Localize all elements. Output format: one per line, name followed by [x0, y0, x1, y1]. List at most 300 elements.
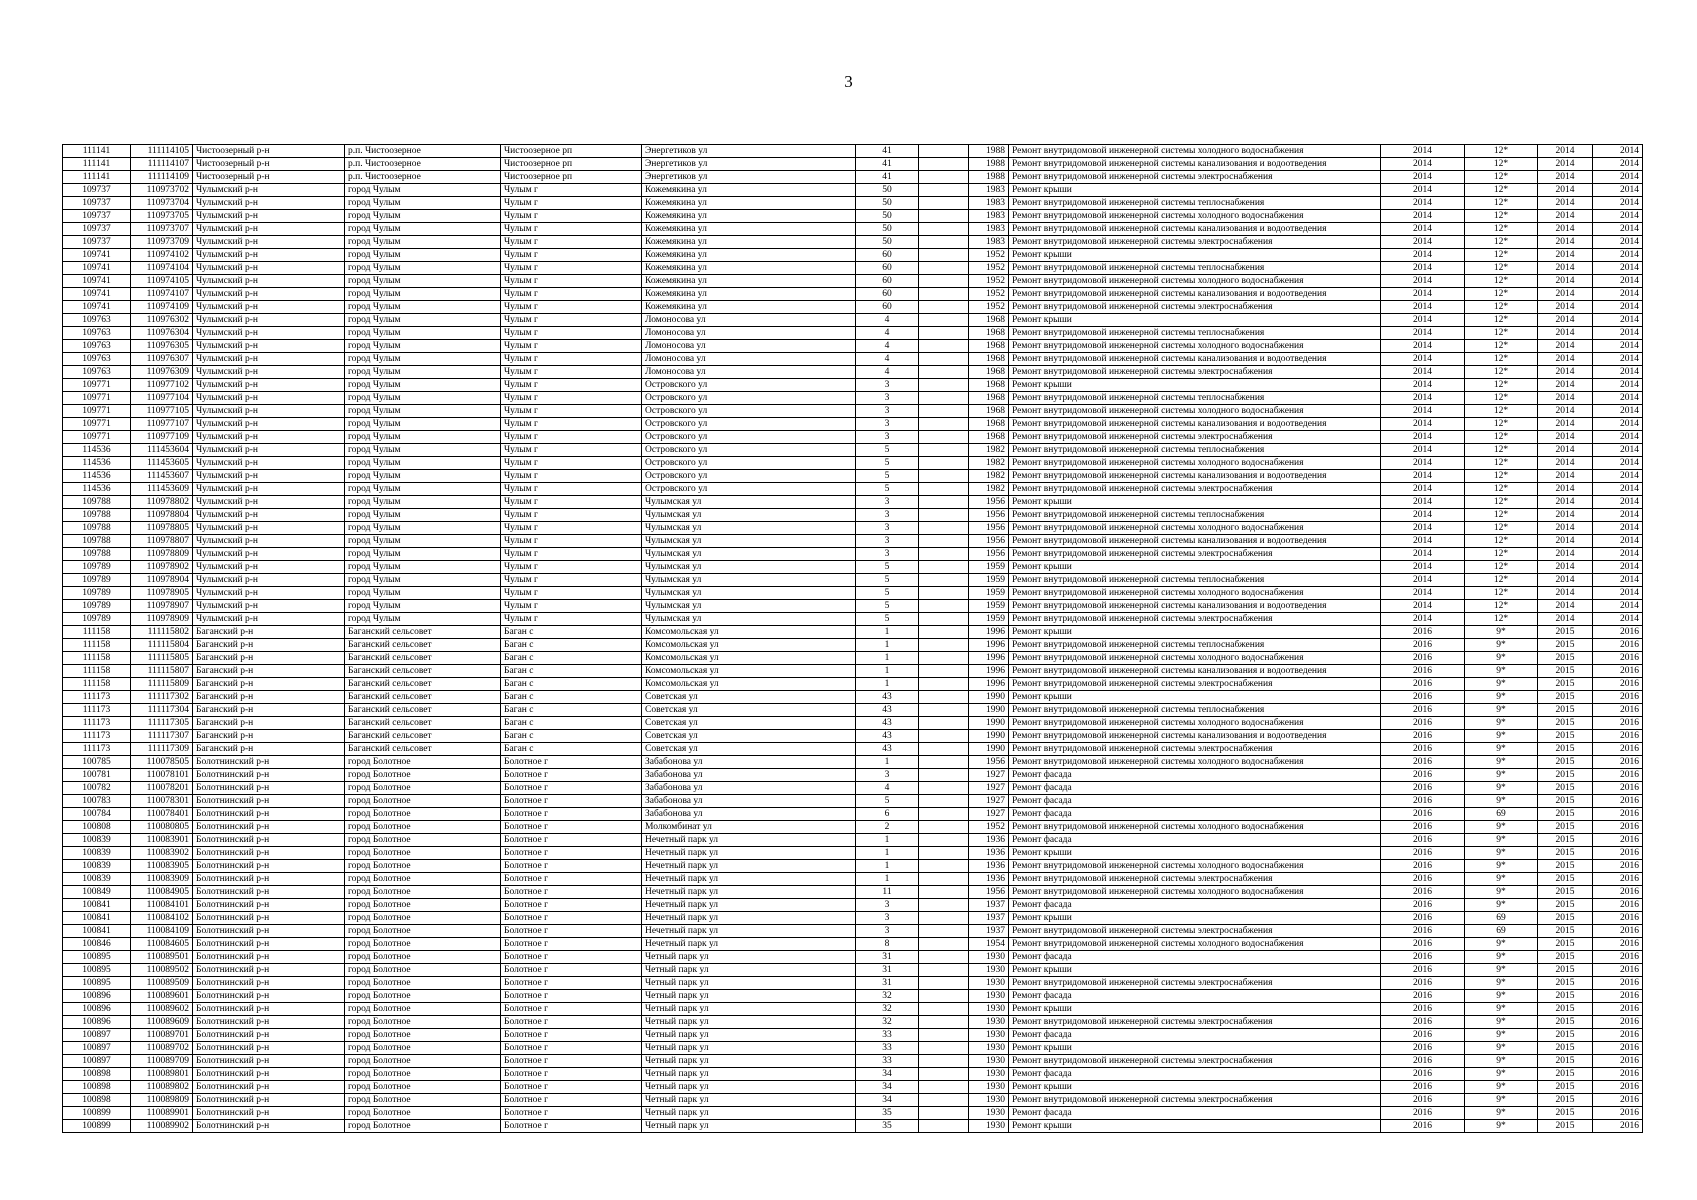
cell-item-id: 110976307 — [131, 353, 193, 366]
cell-house-id: 100895 — [63, 951, 131, 964]
cell-extra — [919, 860, 969, 873]
cell-term: 12* — [1465, 457, 1538, 470]
cell-house-id: 109763 — [63, 366, 131, 379]
cell-extra — [919, 899, 969, 912]
cell-extra — [919, 1068, 969, 1081]
cell-locality: Чулым г — [501, 184, 642, 197]
cell-house-number: 1 — [856, 626, 919, 639]
cell-house-number: 5 — [856, 795, 919, 808]
cell-house-id: 109771 — [63, 405, 131, 418]
cell-municipality: город Чулым — [345, 561, 501, 574]
cell-year-start: 2015 — [1538, 730, 1593, 743]
cell-item-id: 110978907 — [131, 600, 193, 613]
cell-house-number: 8 — [856, 938, 919, 951]
cell-district: Баганский р-н — [193, 730, 345, 743]
cell-year-end: 2014 — [1593, 262, 1643, 275]
cell-house-id: 109789 — [63, 574, 131, 587]
cell-extra — [919, 470, 969, 483]
cell-district: Чулымский р-н — [193, 197, 345, 210]
cell-locality: Болотное г — [501, 847, 642, 860]
cell-year-end: 2014 — [1593, 483, 1643, 496]
cell-item-id: 110977109 — [131, 431, 193, 444]
cell-house-number: 1 — [856, 756, 919, 769]
cell-locality: Чулым г — [501, 392, 642, 405]
cell-year-start: 2015 — [1538, 795, 1593, 808]
table-row — [63, 223, 1643, 236]
cell-street: Островского ул — [642, 431, 856, 444]
cell-year-built: 1988 — [969, 158, 1009, 171]
cell-year-planned: 2016 — [1381, 756, 1465, 769]
cell-locality: Чулым г — [501, 522, 642, 535]
cell-street: Четный парк ул — [642, 977, 856, 990]
cell-item-id: 110978902 — [131, 561, 193, 574]
cell-year-start: 2014 — [1538, 600, 1593, 613]
cell-district: Болотнинский р-н — [193, 1107, 345, 1120]
cell-municipality: город Болотное — [345, 1081, 501, 1094]
cell-year-start: 2014 — [1538, 392, 1593, 405]
cell-year-start: 2014 — [1538, 470, 1593, 483]
cell-term: 9* — [1465, 795, 1538, 808]
cell-work-type: Ремонт внутридомовой инженерной системы канализования и водоотведения — [1009, 665, 1381, 678]
cell-term: 9* — [1465, 847, 1538, 860]
cell-street: Нечетный парк ул — [642, 938, 856, 951]
cell-year-built: 1968 — [969, 431, 1009, 444]
cell-term: 9* — [1465, 1042, 1538, 1055]
cell-extra — [919, 548, 969, 561]
cell-item-id: 111453609 — [131, 483, 193, 496]
cell-district: Чулымский р-н — [193, 418, 345, 431]
table-row — [63, 392, 1643, 405]
cell-extra — [919, 561, 969, 574]
cell-year-start: 2015 — [1538, 1107, 1593, 1120]
table-row — [63, 418, 1643, 431]
cell-year-built: 1983 — [969, 197, 1009, 210]
cell-term: 12* — [1465, 249, 1538, 262]
cell-house-id: 109741 — [63, 249, 131, 262]
cell-district: Баганский р-н — [193, 626, 345, 639]
cell-year-end: 2016 — [1593, 925, 1643, 938]
cell-year-start: 2015 — [1538, 821, 1593, 834]
cell-year-end: 2014 — [1593, 327, 1643, 340]
cell-house-id: 111158 — [63, 639, 131, 652]
cell-locality: Чулым г — [501, 483, 642, 496]
cell-house-number: 11 — [856, 886, 919, 899]
cell-extra — [919, 756, 969, 769]
cell-term: 12* — [1465, 145, 1538, 158]
cell-item-id: 110084605 — [131, 938, 193, 951]
cell-year-end: 2016 — [1593, 1042, 1643, 1055]
cell-district: Баганский р-н — [193, 665, 345, 678]
cell-year-start: 2014 — [1538, 574, 1593, 587]
cell-extra — [919, 964, 969, 977]
cell-extra — [919, 769, 969, 782]
cell-year-start: 2014 — [1538, 158, 1593, 171]
cell-year-start: 2015 — [1538, 912, 1593, 925]
cell-year-end: 2016 — [1593, 1081, 1643, 1094]
cell-locality: Чулым г — [501, 262, 642, 275]
cell-work-type: Ремонт внутридомовой инженерной системы теплоснабжения — [1009, 197, 1381, 210]
cell-extra — [919, 275, 969, 288]
cell-extra — [919, 158, 969, 171]
cell-item-id: 110089801 — [131, 1068, 193, 1081]
cell-year-built: 1956 — [969, 509, 1009, 522]
cell-house-id: 100841 — [63, 912, 131, 925]
cell-street: Четный парк ул — [642, 1029, 856, 1042]
cell-house-id: 109737 — [63, 236, 131, 249]
cell-street: Ломоносова ул — [642, 340, 856, 353]
cell-year-end: 2014 — [1593, 353, 1643, 366]
cell-work-type: Ремонт внутридомовой инженерной системы холодного водоснабжения — [1009, 886, 1381, 899]
cell-year-built: 1930 — [969, 1120, 1009, 1133]
cell-year-start: 2015 — [1538, 847, 1593, 860]
cell-year-start: 2014 — [1538, 405, 1593, 418]
cell-year-built: 1968 — [969, 392, 1009, 405]
cell-term: 9* — [1465, 691, 1538, 704]
cell-municipality: город Болотное — [345, 1120, 501, 1133]
cell-year-start: 2015 — [1538, 899, 1593, 912]
cell-year-start: 2015 — [1538, 652, 1593, 665]
cell-year-end: 2014 — [1593, 561, 1643, 574]
cell-district: Чулымский р-н — [193, 366, 345, 379]
cell-year-planned: 2014 — [1381, 457, 1465, 470]
cell-municipality: город Чулым — [345, 249, 501, 262]
cell-district: Чулымский р-н — [193, 496, 345, 509]
cell-year-start: 2014 — [1538, 197, 1593, 210]
cell-municipality: Баганский сельсовет — [345, 691, 501, 704]
cell-house-id: 109763 — [63, 314, 131, 327]
cell-house-id: 100841 — [63, 899, 131, 912]
cell-house-number: 5 — [856, 587, 919, 600]
cell-item-id: 110089602 — [131, 1003, 193, 1016]
table-row — [63, 184, 1643, 197]
cell-extra — [919, 340, 969, 353]
cell-locality: Болотное г — [501, 899, 642, 912]
cell-locality: Чулым г — [501, 301, 642, 314]
table-body — [63, 145, 1643, 1133]
cell-work-type: Ремонт внутридомовой инженерной системы холодного водоснабжения — [1009, 587, 1381, 600]
cell-house-number: 50 — [856, 236, 919, 249]
cell-year-planned: 2016 — [1381, 860, 1465, 873]
table-row — [63, 301, 1643, 314]
cell-year-built: 1968 — [969, 327, 1009, 340]
cell-street: Чулымская ул — [642, 509, 856, 522]
cell-year-planned: 2014 — [1381, 301, 1465, 314]
cell-municipality: город Чулым — [345, 496, 501, 509]
cell-year-built: 1927 — [969, 808, 1009, 821]
cell-house-id: 109763 — [63, 340, 131, 353]
cell-year-end: 2014 — [1593, 249, 1643, 262]
cell-year-end: 2016 — [1593, 717, 1643, 730]
cell-extra — [919, 496, 969, 509]
cell-district: Чулымский р-н — [193, 522, 345, 535]
cell-extra — [919, 886, 969, 899]
cell-extra — [919, 977, 969, 990]
cell-extra — [919, 847, 969, 860]
cell-street: Нечетный парк ул — [642, 860, 856, 873]
table-row — [63, 314, 1643, 327]
cell-extra — [919, 405, 969, 418]
cell-year-built: 1990 — [969, 730, 1009, 743]
cell-locality: Чулым г — [501, 197, 642, 210]
cell-municipality: Баганский сельсовет — [345, 639, 501, 652]
cell-extra — [919, 925, 969, 938]
cell-municipality: город Болотное — [345, 912, 501, 925]
cell-year-built: 1936 — [969, 834, 1009, 847]
cell-term: 12* — [1465, 158, 1538, 171]
cell-locality: Болотное г — [501, 1042, 642, 1055]
table-row — [63, 574, 1643, 587]
cell-locality: Болотное г — [501, 951, 642, 964]
table-row — [63, 652, 1643, 665]
table-row — [63, 860, 1643, 873]
cell-house-id: 109771 — [63, 392, 131, 405]
table-row — [63, 496, 1643, 509]
cell-district: Чулымский р-н — [193, 340, 345, 353]
cell-item-id: 111115809 — [131, 678, 193, 691]
table-row — [63, 912, 1643, 925]
cell-street: Чулымская ул — [642, 561, 856, 574]
cell-street: Нечетный парк ул — [642, 912, 856, 925]
cell-work-type: Ремонт внутридомовой инженерной системы холодного водоснабжения — [1009, 756, 1381, 769]
cell-street: Четный парк ул — [642, 1107, 856, 1120]
cell-district: Болотнинский р-н — [193, 925, 345, 938]
cell-year-built: 1982 — [969, 444, 1009, 457]
cell-locality: Чулым г — [501, 418, 642, 431]
cell-term: 12* — [1465, 314, 1538, 327]
cell-street: Нечетный парк ул — [642, 925, 856, 938]
cell-year-built: 1968 — [969, 353, 1009, 366]
cell-municipality: город Чулым — [345, 223, 501, 236]
cell-district: Чулымский р-н — [193, 405, 345, 418]
cell-item-id: 110974107 — [131, 288, 193, 301]
cell-district: Болотнинский р-н — [193, 1029, 345, 1042]
cell-year-end: 2016 — [1593, 1068, 1643, 1081]
cell-term: 12* — [1465, 613, 1538, 626]
table-row — [63, 847, 1643, 860]
cell-work-type: Ремонт внутридомовой инженерной системы холодного водоснабжения — [1009, 860, 1381, 873]
cell-year-built: 1996 — [969, 652, 1009, 665]
cell-year-start: 2014 — [1538, 223, 1593, 236]
cell-district: Чулымский р-н — [193, 223, 345, 236]
cell-extra — [919, 652, 969, 665]
cell-house-id: 111158 — [63, 678, 131, 691]
cell-year-start: 2015 — [1538, 704, 1593, 717]
cell-extra — [919, 1107, 969, 1120]
cell-year-planned: 2014 — [1381, 587, 1465, 600]
cell-locality: Чулым г — [501, 288, 642, 301]
cell-year-planned: 2014 — [1381, 392, 1465, 405]
cell-year-planned: 2014 — [1381, 249, 1465, 262]
cell-year-start: 2015 — [1538, 1094, 1593, 1107]
cell-year-planned: 2016 — [1381, 639, 1465, 652]
cell-work-type: Ремонт внутридомовой инженерной системы электроснабжения — [1009, 483, 1381, 496]
cell-year-planned: 2014 — [1381, 288, 1465, 301]
cell-item-id: 110974105 — [131, 275, 193, 288]
table-row — [63, 1081, 1643, 1094]
cell-extra — [919, 210, 969, 223]
cell-year-start: 2014 — [1538, 366, 1593, 379]
cell-term: 9* — [1465, 639, 1538, 652]
cell-item-id: 110084109 — [131, 925, 193, 938]
cell-year-start: 2015 — [1538, 1029, 1593, 1042]
cell-street: Советская ул — [642, 704, 856, 717]
cell-district: Болотнинский р-н — [193, 795, 345, 808]
cell-term: 12* — [1465, 444, 1538, 457]
cell-term: 12* — [1465, 353, 1538, 366]
cell-term: 69 — [1465, 808, 1538, 821]
cell-year-start: 2015 — [1538, 665, 1593, 678]
cell-year-end: 2016 — [1593, 977, 1643, 990]
cell-extra — [919, 912, 969, 925]
cell-year-planned: 2014 — [1381, 561, 1465, 574]
cell-year-built: 1956 — [969, 756, 1009, 769]
table-row — [63, 938, 1643, 951]
cell-year-planned: 2014 — [1381, 444, 1465, 457]
cell-year-end: 2014 — [1593, 145, 1643, 158]
cell-year-built: 1936 — [969, 847, 1009, 860]
cell-house-number: 5 — [856, 561, 919, 574]
cell-term: 9* — [1465, 1068, 1538, 1081]
cell-year-end: 2014 — [1593, 210, 1643, 223]
cell-locality: Болотное г — [501, 977, 642, 990]
cell-house-number: 1 — [856, 834, 919, 847]
cell-year-planned: 2014 — [1381, 340, 1465, 353]
cell-house-id: 109741 — [63, 301, 131, 314]
cell-street: Советская ул — [642, 743, 856, 756]
table-row — [63, 964, 1643, 977]
cell-year-built: 1996 — [969, 639, 1009, 652]
table-row — [63, 730, 1643, 743]
cell-municipality: город Болотное — [345, 1042, 501, 1055]
table-row — [63, 522, 1643, 535]
cell-year-end: 2014 — [1593, 444, 1643, 457]
cell-item-id: 110976305 — [131, 340, 193, 353]
cell-street: Кожемякина ул — [642, 210, 856, 223]
cell-municipality: город Болотное — [345, 951, 501, 964]
cell-item-id: 110078201 — [131, 782, 193, 795]
cell-locality: Чулым г — [501, 600, 642, 613]
cell-municipality: город Чулым — [345, 444, 501, 457]
cell-street: Кожемякина ул — [642, 288, 856, 301]
cell-item-id: 110083901 — [131, 834, 193, 847]
cell-work-type: Ремонт внутридомовой инженерной системы электроснабжения — [1009, 431, 1381, 444]
cell-year-start: 2015 — [1538, 808, 1593, 821]
cell-municipality: город Болотное — [345, 964, 501, 977]
cell-municipality: город Болотное — [345, 1107, 501, 1120]
cell-work-type: Ремонт внутридомовой инженерной системы холодного водоснабжения — [1009, 652, 1381, 665]
cell-year-end: 2016 — [1593, 860, 1643, 873]
cell-locality: Болотное г — [501, 938, 642, 951]
cell-year-planned: 2014 — [1381, 535, 1465, 548]
cell-house-id: 100896 — [63, 1003, 131, 1016]
cell-year-planned: 2016 — [1381, 1068, 1465, 1081]
cell-house-number: 5 — [856, 457, 919, 470]
cell-year-built: 1983 — [969, 184, 1009, 197]
cell-street: Забабонова ул — [642, 782, 856, 795]
cell-district: Болотнинский р-н — [193, 808, 345, 821]
cell-street: Островского ул — [642, 418, 856, 431]
cell-item-id: 110973709 — [131, 236, 193, 249]
cell-item-id: 110978809 — [131, 548, 193, 561]
cell-district: Болотнинский р-н — [193, 899, 345, 912]
cell-year-built: 1959 — [969, 600, 1009, 613]
cell-year-end: 2016 — [1593, 990, 1643, 1003]
cell-year-start: 2015 — [1538, 1055, 1593, 1068]
cell-year-built: 1968 — [969, 405, 1009, 418]
cell-house-id: 100841 — [63, 925, 131, 938]
cell-year-planned: 2014 — [1381, 353, 1465, 366]
cell-district: Чулымский р-н — [193, 275, 345, 288]
cell-term: 12* — [1465, 340, 1538, 353]
cell-item-id: 110089509 — [131, 977, 193, 990]
cell-year-planned: 2016 — [1381, 730, 1465, 743]
cell-year-planned: 2016 — [1381, 964, 1465, 977]
cell-term: 9* — [1465, 821, 1538, 834]
cell-district: Чулымский р-н — [193, 327, 345, 340]
cell-term: 12* — [1465, 379, 1538, 392]
cell-municipality: город Болотное — [345, 860, 501, 873]
cell-year-end: 2016 — [1593, 1055, 1643, 1068]
cell-work-type: Ремонт внутридомовой инженерной системы электроснабжения — [1009, 678, 1381, 691]
cell-item-id: 110977102 — [131, 379, 193, 392]
cell-year-end: 2014 — [1593, 535, 1643, 548]
cell-house-id: 109788 — [63, 522, 131, 535]
table-row — [63, 977, 1643, 990]
cell-extra — [919, 782, 969, 795]
cell-street: Советская ул — [642, 691, 856, 704]
cell-house-id: 109788 — [63, 509, 131, 522]
cell-year-built: 1927 — [969, 769, 1009, 782]
cell-year-end: 2016 — [1593, 938, 1643, 951]
cell-house-id: 100849 — [63, 886, 131, 899]
cell-house-id: 111173 — [63, 691, 131, 704]
cell-locality: Баган с — [501, 678, 642, 691]
cell-house-id: 100808 — [63, 821, 131, 834]
cell-house-number: 3 — [856, 925, 919, 938]
cell-extra — [919, 873, 969, 886]
cell-locality: Болотное г — [501, 873, 642, 886]
cell-year-end: 2014 — [1593, 613, 1643, 626]
cell-work-type: Ремонт внутридомовой инженерной системы холодного водоснабжения — [1009, 938, 1381, 951]
cell-extra — [919, 704, 969, 717]
cell-extra — [919, 197, 969, 210]
cell-term: 12* — [1465, 171, 1538, 184]
cell-house-number: 5 — [856, 470, 919, 483]
cell-item-id: 110978805 — [131, 522, 193, 535]
cell-year-built: 1996 — [969, 626, 1009, 639]
cell-house-id: 109788 — [63, 548, 131, 561]
cell-item-id: 110089702 — [131, 1042, 193, 1055]
cell-year-end: 2014 — [1593, 574, 1643, 587]
cell-district: Баганский р-н — [193, 743, 345, 756]
cell-locality: Чулым г — [501, 561, 642, 574]
cell-year-start: 2015 — [1538, 769, 1593, 782]
cell-house-id: 109789 — [63, 600, 131, 613]
table-row — [63, 509, 1643, 522]
cell-street: Ломоносова ул — [642, 314, 856, 327]
cell-street: Чулымская ул — [642, 522, 856, 535]
cell-district: Чулымский р-н — [193, 613, 345, 626]
cell-street: Кожемякина ул — [642, 184, 856, 197]
cell-item-id: 110083905 — [131, 860, 193, 873]
cell-term: 9* — [1465, 743, 1538, 756]
cell-municipality: Баганский сельсовет — [345, 652, 501, 665]
cell-municipality: город Чулым — [345, 418, 501, 431]
cell-extra — [919, 808, 969, 821]
cell-term: 12* — [1465, 548, 1538, 561]
cell-house-id: 109789 — [63, 587, 131, 600]
cell-street: Четный парк ул — [642, 990, 856, 1003]
